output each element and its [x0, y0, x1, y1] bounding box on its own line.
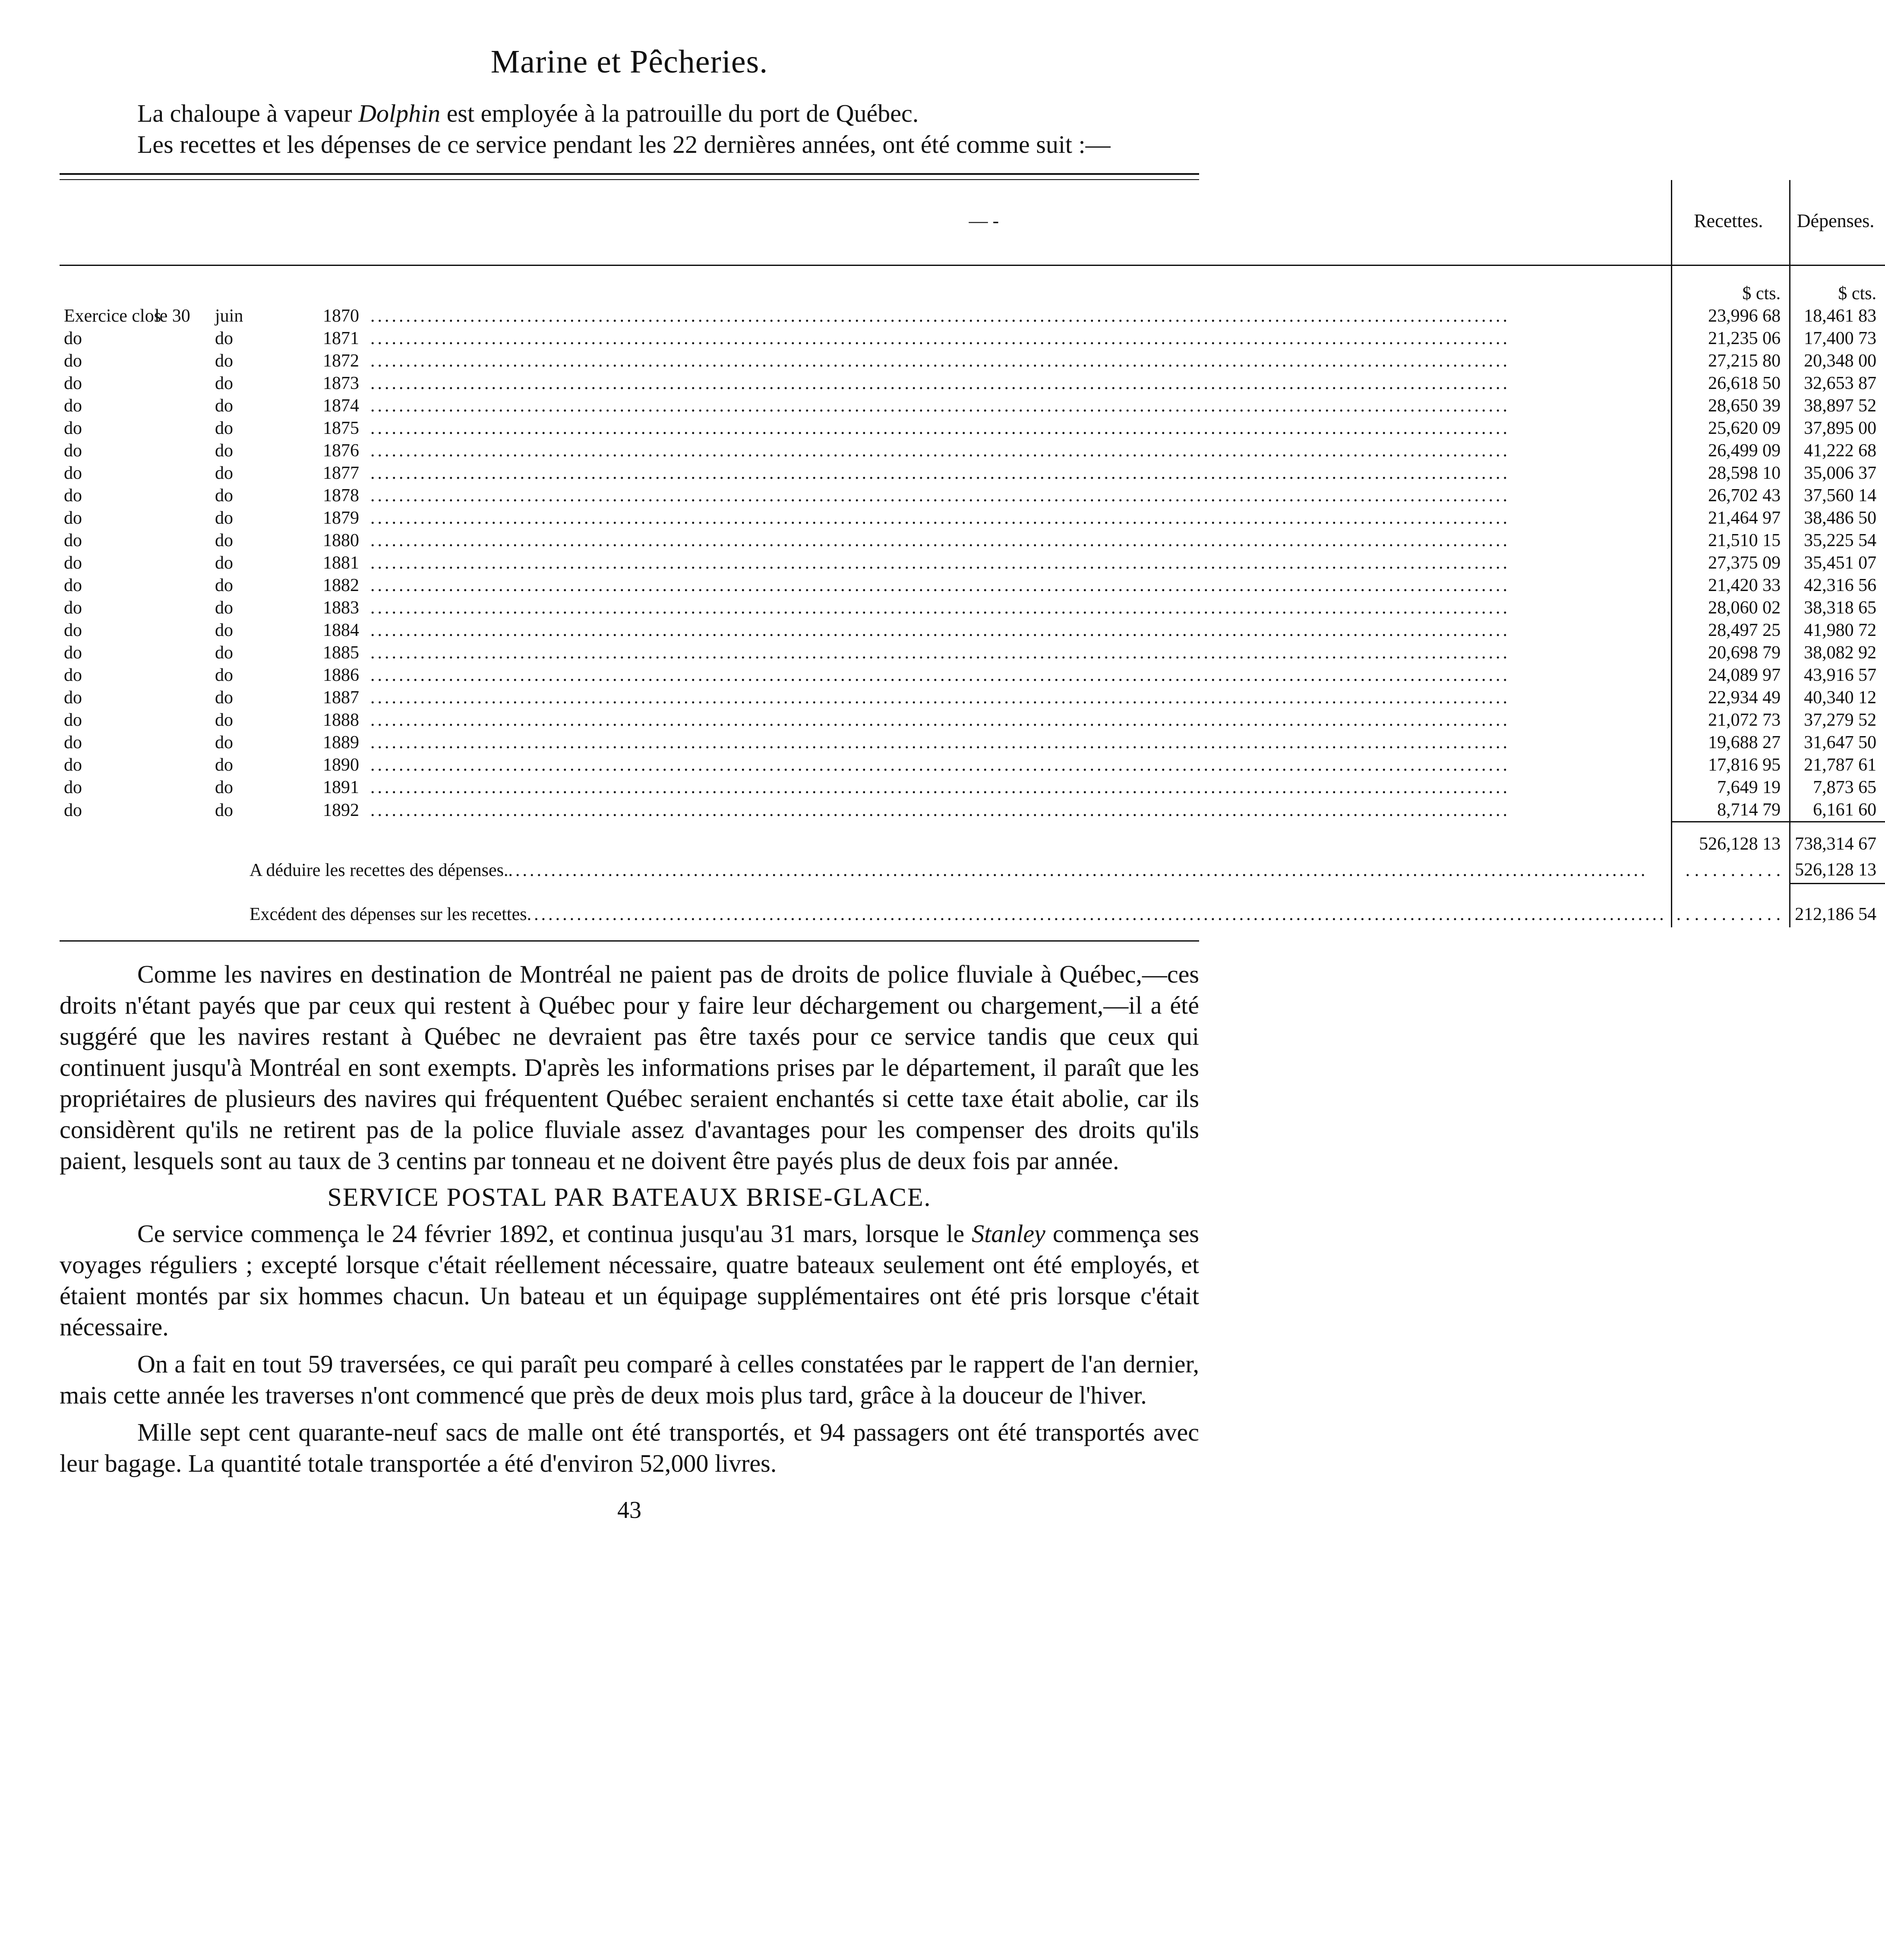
intro-paragraph-2: Les recettes et les dépenses de ce service pendant les 22 dernières années, ont été comme suit :— [137, 130, 1111, 158]
row-depenses: 37,279 52 [1790, 709, 1885, 731]
row-year: 1871 [323, 329, 359, 348]
body-paragraph-4: Mille sept cent quarante-neuf sacs de malle ont été transportés, et 94 passagers ont été transportés avec leur bagage. La quantité totale transportée a été d'environ 52,000 livres. [60, 1418, 1199, 1477]
page-number: 43 [617, 1497, 641, 1524]
table-row [60, 372, 1885, 395]
row-label-month: do [215, 733, 233, 752]
body-p2-text-a: Ce service commença le 24 février 1892, et continua jusqu'au 31 mars, lorsque le [137, 1220, 972, 1248]
table-header-row [60, 180, 1885, 262]
table-row [60, 462, 1885, 484]
row-label-month: do [215, 620, 233, 640]
vessel-name-dolphin: Dolphin [358, 99, 441, 127]
units-row [60, 266, 1885, 305]
intro-paragraph-1 [60, 98, 1199, 129]
row-label-day [155, 709, 215, 731]
row-label-exercice: do [64, 665, 82, 685]
row-label-month: do [215, 329, 233, 348]
excess-depenses: 212,186 54 [1790, 901, 1885, 927]
row-label-month: juin [215, 306, 243, 326]
row-label-exercice: do [64, 755, 82, 775]
row-year: 1879 [323, 508, 359, 528]
row-recettes: 26,618 50 [1671, 372, 1790, 395]
row-year: 1876 [323, 441, 359, 461]
row-depenses: 42,316 56 [1790, 574, 1885, 597]
row-label-day [155, 417, 215, 439]
row-recettes: 7,649 19 [1671, 776, 1790, 799]
row-label-month: do [215, 688, 233, 708]
row-label-month: do [215, 396, 233, 416]
row-year: 1891 [323, 778, 359, 797]
table-row [60, 552, 1885, 574]
row-label-exercice: do [64, 508, 82, 528]
row-year: 1874 [323, 396, 359, 416]
header-rule [60, 262, 1885, 266]
table-row [60, 484, 1885, 507]
row-depenses: 38,082 92 [1790, 642, 1885, 664]
row-label-exercice: do [64, 373, 82, 393]
header-blank-cell: — - [969, 210, 999, 231]
row-recettes: 27,215 80 [1671, 350, 1790, 372]
table-row [60, 350, 1885, 372]
row-label-day [155, 664, 215, 686]
row-label-day [155, 484, 215, 507]
row-depenses: 35,225 54 [1790, 529, 1885, 552]
row-label-month: do [215, 418, 233, 438]
row-label-day [155, 597, 215, 619]
row-recettes: 28,060 02 [1671, 597, 1790, 619]
table-row [60, 529, 1885, 552]
deduct-depenses: 526,128 13 [1790, 857, 1885, 884]
row-depenses: 6,161 60 [1790, 799, 1885, 822]
table-bottom-rule [60, 940, 1199, 942]
table-row [60, 395, 1885, 417]
vessel-name-stanley: Stanley [972, 1220, 1045, 1248]
row-label-exercice: do [64, 329, 82, 348]
row-label-month: do [215, 486, 233, 506]
row-recettes: 23,996 68 [1671, 305, 1790, 327]
row-label-exercice: Exercice clos [64, 306, 161, 326]
row-year: 1884 [323, 620, 359, 640]
row-recettes: 26,499 09 [1671, 439, 1790, 462]
table-row [60, 327, 1885, 350]
row-year: 1872 [323, 351, 359, 371]
row-label-exercice: do [64, 441, 82, 461]
row-label-exercice: do [64, 710, 82, 730]
row-recettes: 28,497 25 [1671, 619, 1790, 642]
intro-text-b: est employée à la patrouille du port de Québec. [440, 99, 919, 127]
row-label-exercice: do [64, 531, 82, 550]
row-label-day [155, 574, 215, 597]
row-recettes: 21,235 06 [1671, 327, 1790, 350]
row-label-day [155, 327, 215, 350]
total-row [60, 831, 1885, 857]
table-top-rule [60, 173, 1199, 180]
row-label-exercice: do [64, 396, 82, 416]
row-label-exercice: do [64, 688, 82, 708]
row-label-month: do [215, 778, 233, 797]
excess-label: Excédent des dépenses sur les recettes [249, 904, 527, 924]
row-recettes: 28,598 10 [1671, 462, 1790, 484]
row-depenses: 40,340 12 [1790, 686, 1885, 709]
header-depenses: Dépenses. [1790, 180, 1885, 262]
row-depenses: 37,895 00 [1790, 417, 1885, 439]
row-depenses: 41,980 72 [1790, 619, 1885, 642]
row-depenses: 38,486 50 [1790, 507, 1885, 529]
row-recettes: 21,420 33 [1671, 574, 1790, 597]
row-label-day: le 30 [155, 306, 190, 326]
unit-depenses: $ cts. [1790, 266, 1885, 305]
running-head: Marine et Pêcheries. [490, 44, 768, 80]
row-year: 1873 [323, 373, 359, 393]
row-label-day [155, 776, 215, 799]
table-row [60, 305, 1885, 327]
page [60, 26, 1877, 1524]
unit-recettes: $ cts. [1671, 266, 1790, 305]
row-label-day [155, 372, 215, 395]
row-label-exercice: do [64, 463, 82, 483]
table-row [60, 776, 1885, 799]
row-label-exercice: do [64, 575, 82, 595]
row-depenses: 35,006 37 [1790, 462, 1885, 484]
row-label-exercice: do [64, 620, 82, 640]
row-recettes: 25,620 09 [1671, 417, 1790, 439]
row-depenses: 18,461 83 [1790, 305, 1885, 327]
row-recettes: 27,375 09 [1671, 552, 1790, 574]
row-recettes: 26,702 43 [1671, 484, 1790, 507]
row-label-exercice: do [64, 418, 82, 438]
row-label-month: do [215, 755, 233, 775]
row-depenses: 35,451 07 [1790, 552, 1885, 574]
row-label-day [155, 754, 215, 776]
deduct-row [60, 857, 1885, 884]
row-year: 1882 [323, 575, 359, 595]
table-row [60, 507, 1885, 529]
row-label-day [155, 552, 215, 574]
row-year: 1883 [323, 598, 359, 618]
row-depenses: 32,653 87 [1790, 372, 1885, 395]
row-year: 1881 [323, 553, 359, 573]
total-recettes: 526,128 13 [1671, 831, 1790, 857]
row-label-day [155, 799, 215, 822]
table-row [60, 439, 1885, 462]
body-p2-text-b: commença ses voyages réguliers ; excepté lorsque c'était réellement nécessaire, quatre bateaux seulement ont été employés, et étaient montés par six hommes chacun. Un bateau et un équipage supplémentaires ont été pris lorsque c'était nécessaire. [60, 1220, 1199, 1341]
deduct-label: A déduire les recettes des dépenses. [249, 860, 508, 880]
row-label-month: do [215, 710, 233, 730]
row-recettes: 21,072 73 [1671, 709, 1790, 731]
table-row [60, 642, 1885, 664]
row-recettes: 19,688 27 [1671, 731, 1790, 754]
body-paragraph-1: Comme les navires en destination de Montréal ne paient pas de droits de police fluviale à Québec,—ces droits n'étant payés que par ceux qui restent à Québec pour y faire leur déchargement ou chargement,—il a été suggéré que les navires restant à Québec ne devraient pas être taxés pour ce service tandis que ceux qui continuent jusqu'à Montréal en sont exempts. D'après les informations prises par le département, il paraît que les propriétaires de plusieurs des navires qui fréquentent Québec seraient enchantés si cette taxe était abolie, car ils considèrent qu'ils ne retirent pas de la police fluviale assez d'avantages pour les compenser des droits qu'ils paient, lesquels sont au taux de 3 centins par tonneau et ne doivent être payés plus de deux fois par année. [60, 960, 1199, 1175]
row-label-exercice: do [64, 486, 82, 506]
row-depenses: 21,787 61 [1790, 754, 1885, 776]
row-recettes: 22,934 49 [1671, 686, 1790, 709]
table-row [60, 664, 1885, 686]
total-rule [60, 822, 1885, 831]
row-label-day [155, 439, 215, 462]
row-recettes: 20,698 79 [1671, 642, 1790, 664]
row-label-day [155, 619, 215, 642]
row-year: 1887 [323, 688, 359, 708]
table-row [60, 799, 1885, 822]
deduct-recettes: . . . . . . . . . . . [1671, 857, 1790, 884]
row-label-month: do [215, 800, 233, 820]
row-year: 1890 [323, 755, 359, 775]
row-label-day [155, 731, 215, 754]
intro-text-a: La chaloupe à vapeur [137, 99, 359, 127]
row-label-exercice: do [64, 553, 82, 573]
row-label-month: do [215, 441, 233, 461]
row-depenses: 31,647 50 [1790, 731, 1885, 754]
body-paragraph-2 [60, 1218, 1199, 1343]
table-row [60, 731, 1885, 754]
table-row [60, 709, 1885, 731]
body-paragraph-3: On a fait en tout 59 traversées, ce qui paraît peu comparé à celles constatées par le rappert de l'an dernier, mais cette année les traverses n'ont commencé que près de deux mois plus tard, grâce à la douceur de l'hiver. [60, 1350, 1199, 1409]
row-year: 1892 [323, 800, 359, 820]
total-depenses: 738,314 67 [1790, 831, 1885, 857]
row-year: 1889 [323, 733, 359, 752]
row-label-day [155, 462, 215, 484]
row-year: 1877 [323, 463, 359, 483]
row-label-month: do [215, 463, 233, 483]
finance-table [60, 180, 1885, 927]
row-label-exercice: do [64, 643, 82, 663]
row-label-month: do [215, 665, 233, 685]
row-label-month: do [215, 351, 233, 371]
row-depenses: 38,318 65 [1790, 597, 1885, 619]
row-year: 1886 [323, 665, 359, 685]
row-label-month: do [215, 598, 233, 618]
row-depenses: 38,897 52 [1790, 395, 1885, 417]
header-recettes: Recettes. [1671, 180, 1790, 262]
table-row [60, 417, 1885, 439]
row-label-day [155, 350, 215, 372]
row-recettes: 17,816 95 [1671, 754, 1790, 776]
row-label-month: do [215, 531, 233, 550]
row-year: 1875 [323, 418, 359, 438]
table-row [60, 754, 1885, 776]
excess-row [60, 901, 1885, 927]
row-depenses: 17,400 73 [1790, 327, 1885, 350]
row-depenses: 43,916 57 [1790, 664, 1885, 686]
excess-recettes: . . . . . . . . . . . . [1671, 901, 1790, 927]
row-recettes: 24,089 97 [1671, 664, 1790, 686]
row-year: 1885 [323, 643, 359, 663]
section-heading: SERVICE POSTAL PAR BATEAUX BRISE-GLACE. [327, 1183, 931, 1211]
row-depenses: 7,873 65 [1790, 776, 1885, 799]
row-label-month: do [215, 373, 233, 393]
row-label-day [155, 507, 215, 529]
row-label-exercice: do [64, 800, 82, 820]
row-year: 1888 [323, 710, 359, 730]
row-recettes: 21,510 15 [1671, 529, 1790, 552]
row-recettes: 21,464 97 [1671, 507, 1790, 529]
table-row [60, 686, 1885, 709]
row-label-day [155, 686, 215, 709]
row-recettes: 8,714 79 [1671, 799, 1790, 822]
row-year: 1880 [323, 531, 359, 550]
table-body [60, 305, 1885, 822]
row-label-month: do [215, 643, 233, 663]
row-label-exercice: do [64, 598, 82, 618]
row-recettes: 28,650 39 [1671, 395, 1790, 417]
row-label-day [155, 529, 215, 552]
table-row [60, 574, 1885, 597]
table-row [60, 597, 1885, 619]
row-year: 1870 [323, 306, 359, 326]
row-label-month: do [215, 508, 233, 528]
table-row [60, 619, 1885, 642]
row-depenses: 37,560 14 [1790, 484, 1885, 507]
row-depenses: 20,348 00 [1790, 350, 1885, 372]
row-label-month: do [215, 553, 233, 573]
row-label-month: do [215, 575, 233, 595]
row-label-day [155, 395, 215, 417]
row-label-exercice: do [64, 733, 82, 752]
row-label-exercice: do [64, 351, 82, 371]
row-label-exercice: do [64, 778, 82, 797]
row-label-day [155, 642, 215, 664]
row-depenses: 41,222 68 [1790, 439, 1885, 462]
row-year: 1878 [323, 486, 359, 506]
